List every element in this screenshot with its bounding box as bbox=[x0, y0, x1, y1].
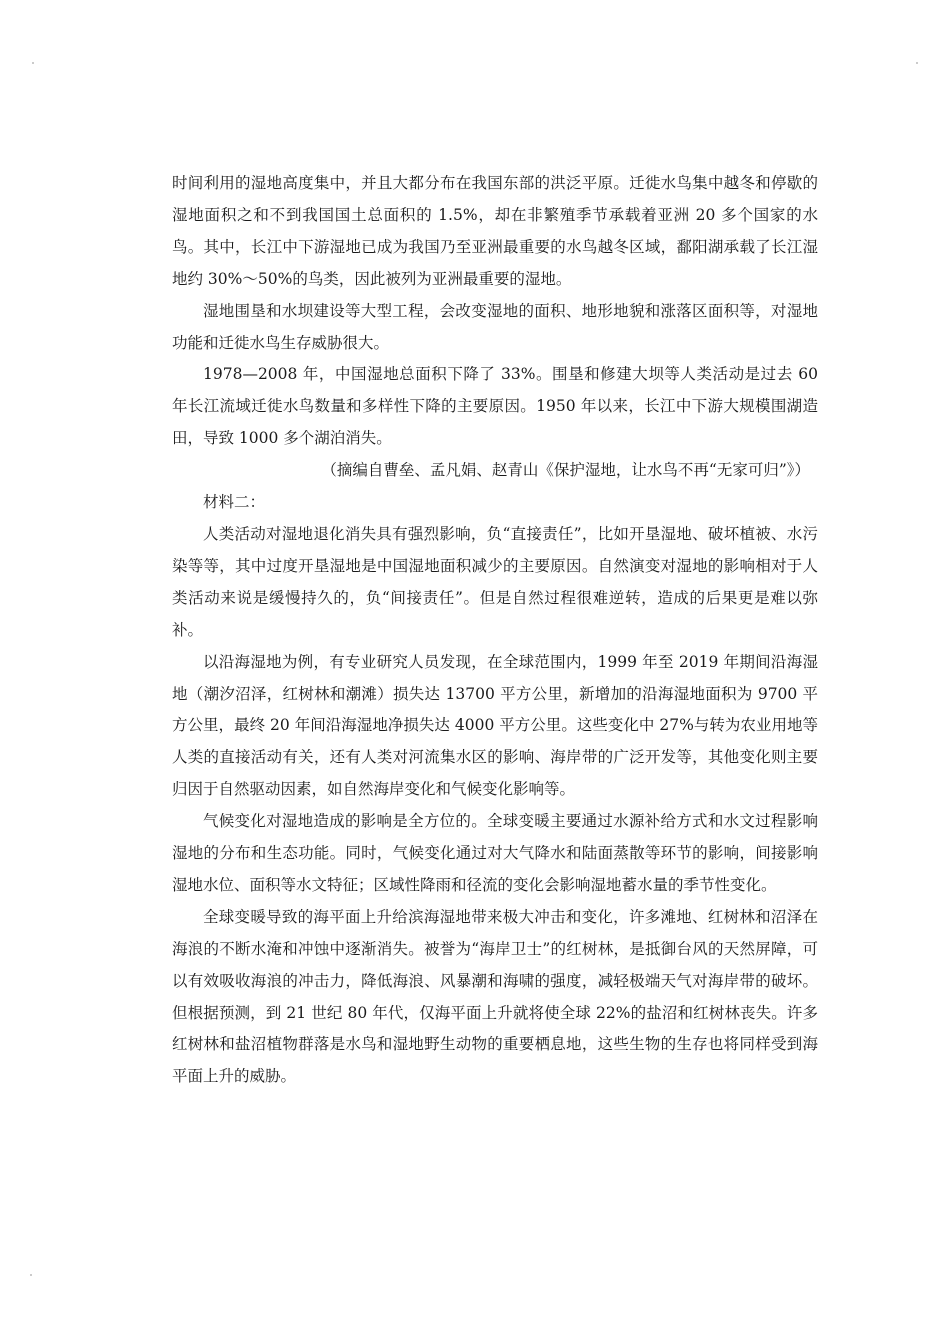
paragraph: 以沿海湿地为例，有专业研究人员发现，在全球范围内，1999 年至 2019 年期间沿海湿地（潮汐沼泽，红树林和潮滩）损失达 13700 平方公里，新增加的沿海湿地面积为 9700 平方公里，最终 20 年间沿海湿地净损失达 4000 平方公里。这些变化中 27%与转为农业用地等人类的直接活动有关，还有人类对河流集水区的影响、海岸带的广泛开发等，其他变化则主要归因于自然驱动因素，如自然海岸变化和气候变化影响等。 bbox=[172, 652, 818, 799]
paragraph: 1978—2008 年，中国湿地总面积下降了 33%。围垦和修建大坝等人类活动是过去 60 年长江流域迁徙水鸟数量和多样性下降的主要原因。1950 年以来，长江中下游大规模围湖造田，导致 1000 多个湖泊消失。 bbox=[172, 365, 818, 448]
scan-speck bbox=[32, 62, 34, 64]
scan-speck bbox=[30, 1274, 32, 1276]
source-citation: （摘编自曹垒、孟凡娟、赵青山《保护湿地，让水鸟不再“无家可归”》） bbox=[321, 461, 810, 480]
paragraph: 全球变暖导致的海平面上升给滨海湿地带来极大冲击和变化，许多滩地、红树林和沼泽在海浪的不断水淹和冲蚀中逐渐消失。被誉为“海岸卫士”的红树林，是抵御台风的天然屏障，可以有效吸收海浪的冲击力，降低海浪、风暴潮和海啸的强度，减轻极端天气对海岸带的破坏。但根据预测，到 21 世纪 80 年代，仅海平面上升就将使全球 22%的盐沼和红树林丧失。许多红树林和盐沼植物群落是水鸟和湿地野生动物的重要栖息地，这些生物的生存也将同样受到海平面上升的威胁。 bbox=[172, 907, 818, 1086]
scan-speck bbox=[916, 62, 918, 64]
paragraph: 湿地围垦和水坝建设等大型工程，会改变湿地的面积、地形地貌和涨落区面积等，对湿地功能和迁徙水鸟生存威胁很大。 bbox=[172, 301, 818, 352]
paragraph: 气候变化对湿地造成的影响是全方位的。全球变暖主要通过水源补给方式和水文过程影响湿地的分布和生态功能。同时，气候变化通过对大气降水和陆面蒸散等环节的影响，间接影响湿地水位、面积等水文特征；区域性降雨和径流的变化会影响湿地蓄水量的季节性变化。 bbox=[172, 812, 818, 894]
section-heading: 材料二： bbox=[203, 493, 266, 512]
paragraph-continuation: 时间利用的湿地高度集中，并且大都分布在我国东部的洪泛平原。迁徙水鸟集中越冬和停歇的湿地面积之和不到我国国土总面积的 1.5%，却在非繁殖季节承载着亚洲 20 多个国家的水鸟。其中，长江中下游湿地已成为我国乃至亚洲最重要的水鸟越冬区域，鄱阳湖承载了长江湿地约 30%～50%的鸟类，因此被列为亚洲最重要的湿地。 bbox=[172, 174, 818, 288]
paragraph: 人类活动对湿地退化消失具有强烈影响，负“直接责任”，比如开垦湿地、破坏植被、水污染等等，其中过度开垦湿地是中国湿地面积减少的主要原因。自然演变对湿地的影响相对于人类活动来说是缓慢持久的，负“间接责任”。但是自然过程很难逆转，造成的后果更是难以弥补。 bbox=[172, 524, 818, 639]
document-body bbox=[172, 168, 818, 1093]
